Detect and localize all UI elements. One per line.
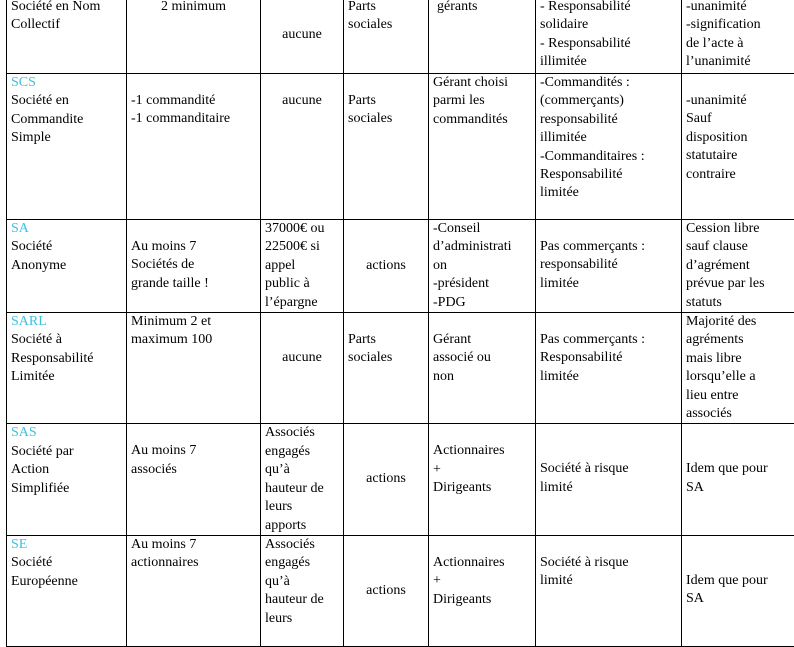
table-row bbox=[7, 0, 794, 74]
associates-text: Au moins 7 actionnaires bbox=[131, 537, 199, 570]
transfer-text: Cession libre sauf clause d’agrément prévue par les statuts bbox=[686, 221, 765, 310]
associates-cell bbox=[127, 313, 261, 424]
management-cell bbox=[429, 220, 536, 313]
associates-text: 2 minimum bbox=[161, 0, 226, 14]
liability-text: -Commandités : (commerçants) responsabilité illimitée -Commanditaires : Responsabilité limitée bbox=[540, 75, 645, 200]
table-row bbox=[7, 424, 794, 535]
capital-text: aucune bbox=[265, 349, 339, 367]
transfer-cell bbox=[682, 74, 794, 220]
company-name: Société en Commandite Simple bbox=[11, 93, 83, 145]
capital-text: 37000€ ou 22500€ si appel public à l’épargne bbox=[265, 221, 325, 310]
company-name-cell bbox=[7, 313, 127, 424]
company-name: Société Européenne bbox=[11, 555, 78, 588]
titles-text: actions bbox=[366, 583, 406, 598]
titles-cell bbox=[344, 220, 429, 313]
titles-cell bbox=[344, 424, 429, 535]
company-name-cell bbox=[7, 0, 127, 74]
company-name-cell bbox=[7, 424, 127, 535]
liability-cell bbox=[536, 220, 682, 313]
transfer-text: Majorité des agréments mais libre lorsqu’elle a lieu entre associés bbox=[686, 314, 756, 421]
titles-text: Parts sociales bbox=[348, 331, 424, 368]
management-cell bbox=[429, 313, 536, 424]
titles-cell bbox=[344, 313, 429, 424]
transfer-text: Idem que pour SA bbox=[686, 572, 790, 609]
associates-text: -1 commandité -1 commanditaire bbox=[131, 92, 256, 129]
titles-text: Parts sociales bbox=[348, 0, 392, 32]
capital-text: Associés engagés qu’à hauteur de leurs apports bbox=[265, 425, 324, 532]
capital-cell bbox=[261, 424, 344, 535]
titles-text: actions bbox=[366, 258, 406, 273]
liability-cell bbox=[536, 74, 682, 220]
liability-cell bbox=[536, 313, 682, 424]
capital-text: aucune bbox=[265, 92, 339, 110]
company-abbreviation: SCS bbox=[11, 74, 122, 92]
company-name-cell bbox=[7, 220, 127, 313]
management-text: Actionnaires + Dirigeants bbox=[433, 554, 531, 609]
liability-text: Société à risque limité bbox=[540, 554, 677, 591]
capital-text: aucune bbox=[282, 27, 322, 42]
company-abbreviation: SAS bbox=[11, 424, 122, 442]
liability-text: Pas commerçants : responsabilité limitée bbox=[540, 238, 677, 293]
associates-text: Au moins 7 Sociétés de grande taille ! bbox=[131, 238, 256, 293]
company-name: Société par Action Simplifiée bbox=[11, 444, 74, 496]
liability-cell bbox=[536, 424, 682, 535]
transfer-text: -unanimité Sauf disposition statutaire contraire bbox=[686, 92, 790, 184]
transfer-cell bbox=[682, 0, 794, 74]
company-name-cell bbox=[7, 74, 127, 220]
management-cell bbox=[429, 424, 536, 535]
liability-cell bbox=[536, 0, 682, 74]
associates-cell bbox=[127, 74, 261, 220]
associates-cell bbox=[127, 0, 261, 74]
company-name: Société à Responsabilité Limitée bbox=[11, 332, 93, 384]
capital-cell bbox=[261, 220, 344, 313]
capital-text: Associés engagés qu’à hauteur de leurs bbox=[265, 537, 324, 626]
company-abbreviation: SA bbox=[11, 220, 122, 238]
transfer-cell bbox=[682, 220, 794, 313]
transfer-cell bbox=[682, 424, 794, 535]
management-text: Actionnaires + Dirigeants bbox=[433, 442, 531, 497]
titles-cell bbox=[344, 0, 429, 74]
management-text: -Conseil d’administrati on -président -PDG bbox=[433, 221, 512, 310]
management-text: Gérant associé ou non bbox=[433, 331, 531, 386]
company-name: Société Anonyme bbox=[11, 239, 66, 272]
table-row bbox=[7, 74, 794, 220]
associates-text: Au moins 7 associés bbox=[131, 442, 256, 479]
transfer-cell bbox=[682, 313, 794, 424]
capital-cell bbox=[261, 313, 344, 424]
titles-cell bbox=[344, 74, 429, 220]
titles-text: Parts sociales bbox=[348, 92, 424, 129]
transfer-text: -unanimité -signification de l’acte à l’unanimité bbox=[686, 0, 761, 69]
table-row bbox=[7, 313, 794, 424]
company-name: Société en Nom Collectif bbox=[11, 0, 100, 32]
associates-cell bbox=[127, 424, 261, 535]
management-text: Gérant choisi parmi les commandités bbox=[433, 75, 508, 127]
management-cell bbox=[429, 74, 536, 220]
capital-cell bbox=[261, 74, 344, 220]
associates-cell bbox=[127, 220, 261, 313]
liability-text: Société à risque limité bbox=[540, 460, 677, 497]
company-types-table bbox=[6, 0, 794, 647]
company-abbreviation: SARL bbox=[11, 313, 122, 331]
liability-text: Pas commerçants : Responsabilité limitée bbox=[540, 331, 677, 386]
capital-cell bbox=[261, 0, 344, 74]
table-row bbox=[7, 220, 794, 313]
titles-text: actions bbox=[366, 471, 406, 486]
transfer-text: Idem que pour SA bbox=[686, 460, 790, 497]
management-cell bbox=[429, 0, 536, 74]
company-abbreviation: SE bbox=[11, 536, 122, 554]
management-text: gérants bbox=[433, 0, 531, 16]
liability-text: - Responsabilité solidaire - Responsabilité illimitée bbox=[540, 0, 631, 69]
associates-text: Minimum 2 et maximum 100 bbox=[131, 314, 212, 347]
